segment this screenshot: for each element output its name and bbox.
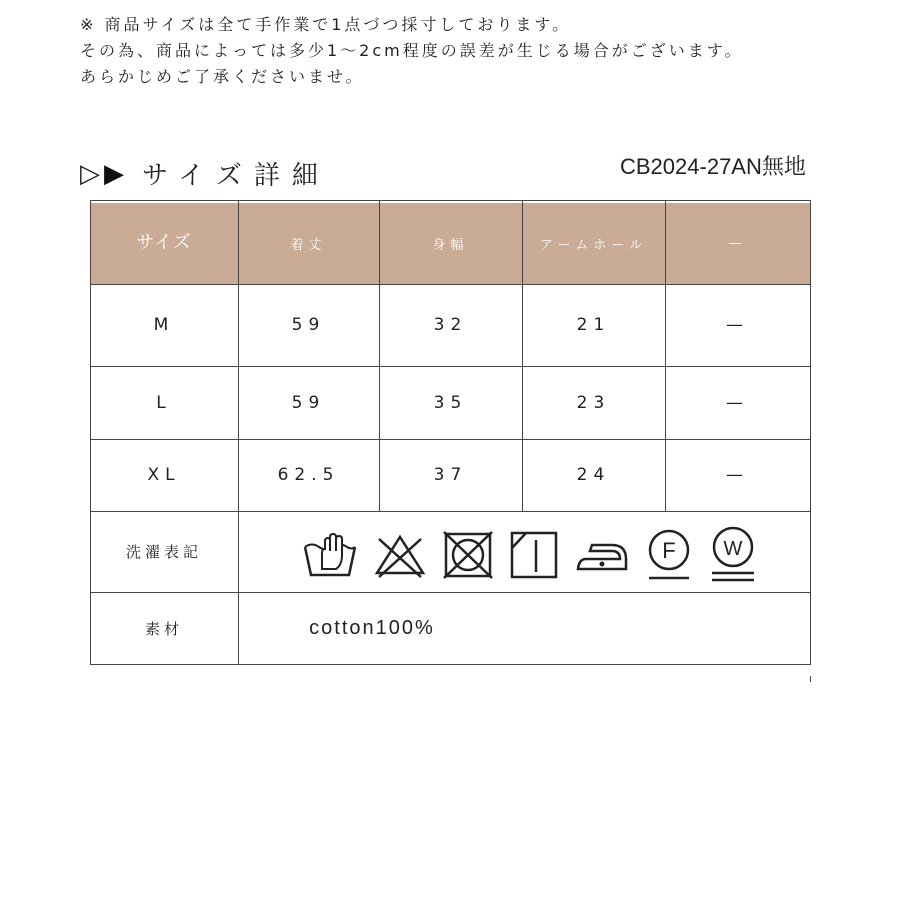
- cell-armhole: 24: [576, 465, 611, 485]
- table-rule: [810, 676, 811, 682]
- header-width: 身幅: [432, 238, 469, 253]
- outline-triangle-icon: ▷: [80, 158, 100, 189]
- iron-low-icon: [574, 533, 630, 577]
- material-label: 素材: [144, 619, 183, 638]
- size-table: [90, 200, 811, 680]
- cell-size: M: [153, 315, 175, 335]
- material-value: cotton100%: [309, 616, 435, 639]
- cell-size: L: [156, 392, 172, 413]
- cell-other: —: [726, 392, 749, 413]
- no-tumble-dry-icon: [442, 530, 494, 580]
- hand-wash-icon: [302, 531, 358, 579]
- line-dry-shade-icon: [509, 530, 559, 580]
- dry-clean-f-icon: [645, 528, 693, 582]
- header-other: —: [728, 236, 747, 251]
- cell-width: 37: [433, 465, 468, 485]
- section-heading: [80, 155, 330, 192]
- header-size: サイズ: [136, 231, 192, 253]
- cell-length: 59: [291, 315, 326, 335]
- cell-armhole: 21: [576, 315, 611, 335]
- cell-other: —: [726, 465, 749, 485]
- notice-line: ※ 商品サイズは全て手作業で1点づつ採寸しております。: [80, 15, 572, 34]
- notice-line: その為、商品によっては多少1～2cm程度の誤差が生じる場合がございます。: [80, 41, 744, 60]
- wet-clean-w-icon: [708, 526, 758, 584]
- filled-triangle-icon: ▶: [104, 158, 124, 189]
- care-icons: [302, 526, 773, 584]
- notice-line: あらかじめご了承くださいませ。: [80, 67, 365, 86]
- care-label: 洗濯表記: [125, 543, 202, 561]
- section-title: サイズ詳細: [142, 161, 330, 191]
- header-armhole: アームホール: [539, 238, 648, 253]
- cell-length: 59: [291, 392, 326, 413]
- cell-size: XL: [147, 465, 181, 485]
- cell-width: 35: [433, 392, 468, 413]
- cell-width: 32: [433, 315, 468, 335]
- table-rule: [90, 200, 811, 201]
- cell-armhole: 23: [576, 392, 611, 413]
- header-length: 着丈: [290, 238, 327, 253]
- cell-other: —: [726, 315, 749, 335]
- table-rule: [90, 664, 811, 665]
- product-code: CB2024-27AN無地: [620, 154, 806, 179]
- dry-clean-letter: F: [662, 538, 676, 563]
- table-rule: [810, 200, 811, 664]
- cell-length: 62.5: [277, 465, 340, 485]
- no-bleach-icon: [373, 531, 427, 579]
- wet-clean-letter: W: [723, 538, 743, 560]
- notice-text: [80, 12, 743, 90]
